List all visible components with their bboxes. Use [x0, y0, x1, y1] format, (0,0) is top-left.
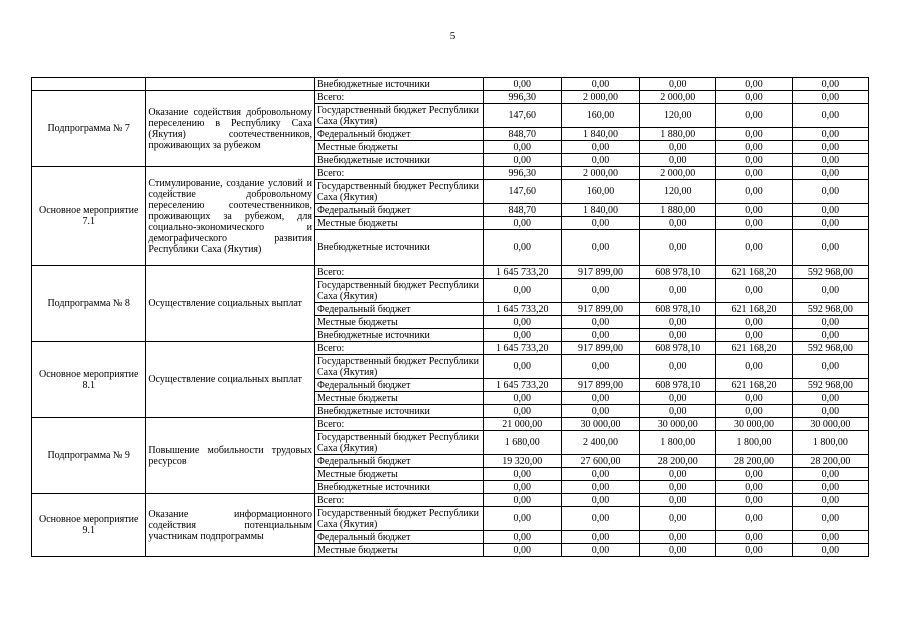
amount-cell: 0,00	[483, 405, 561, 418]
funding-source-cell: Местные бюджеты	[315, 544, 484, 557]
amount-cell: 1 680,00	[483, 431, 561, 455]
amount-cell: 1 645 733,20	[483, 379, 561, 392]
amount-cell: 30 000,00	[561, 418, 639, 431]
amount-cell: 0,00	[792, 355, 868, 379]
amount-cell: 1 880,00	[640, 204, 716, 217]
funding-source-cell: Государственный бюджет Республики Саха (Якутия)	[315, 180, 484, 204]
amount-cell: 0,00	[792, 544, 868, 557]
amount-cell: 0,00	[792, 128, 868, 141]
funding-source-cell: Государственный бюджет Республики Саха (Якутия)	[315, 104, 484, 128]
amount-cell: 0,00	[716, 531, 792, 544]
amount-cell: 0,00	[483, 316, 561, 329]
amount-cell: 0,00	[561, 78, 639, 91]
amount-cell: 917 899,00	[561, 342, 639, 355]
funding-source-cell: Федеральный бюджет	[315, 303, 484, 316]
amount-cell: 28 200,00	[716, 455, 792, 468]
amount-cell: 621 168,20	[716, 342, 792, 355]
amount-cell: 0,00	[561, 531, 639, 544]
funding-source-cell: Местные бюджеты	[315, 316, 484, 329]
amount-cell: 0,00	[792, 141, 868, 154]
amount-cell: 917 899,00	[561, 379, 639, 392]
funding-source-cell: Федеральный бюджет	[315, 379, 484, 392]
amount-cell: 917 899,00	[561, 303, 639, 316]
amount-cell: 0,00	[792, 316, 868, 329]
amount-cell: 0,00	[716, 316, 792, 329]
program-description-cell: Повышение мобильности трудовых ресурсов	[146, 418, 315, 494]
amount-cell: 0,00	[561, 355, 639, 379]
funding-source-cell: Всего:	[315, 342, 484, 355]
funding-source-cell: Внебюджетные источники	[315, 78, 484, 91]
amount-cell: 0,00	[483, 392, 561, 405]
amount-cell: 0,00	[716, 128, 792, 141]
amount-cell: 0,00	[716, 167, 792, 180]
amount-cell: 0,00	[716, 204, 792, 217]
amount-cell: 0,00	[483, 494, 561, 507]
amount-cell: 0,00	[716, 141, 792, 154]
amount-cell: 0,00	[483, 468, 561, 481]
amount-cell: 0,00	[483, 217, 561, 230]
amount-cell: 996,30	[483, 91, 561, 104]
amount-cell: 30 000,00	[792, 418, 868, 431]
amount-cell: 0,00	[640, 279, 716, 303]
funding-source-cell: Государственный бюджет Республики Саха (Якутия)	[315, 507, 484, 531]
amount-cell: 0,00	[640, 217, 716, 230]
amount-cell: 0,00	[561, 217, 639, 230]
program-name-cell: Подпрограмма № 7	[32, 91, 146, 167]
amount-cell: 21 000,00	[483, 418, 561, 431]
amount-cell: 0,00	[640, 355, 716, 379]
program-name-cell: Подпрограмма № 9	[32, 418, 146, 494]
funding-table	[31, 77, 869, 557]
table-row	[32, 167, 869, 180]
amount-cell: 0,00	[561, 494, 639, 507]
funding-source-cell: Федеральный бюджет	[315, 455, 484, 468]
funding-source-cell: Всего:	[315, 266, 484, 279]
amount-cell: 160,00	[561, 180, 639, 204]
amount-cell: 0,00	[640, 494, 716, 507]
amount-cell: 592 968,00	[792, 379, 868, 392]
amount-cell: 0,00	[792, 104, 868, 128]
amount-cell: 0,00	[483, 481, 561, 494]
program-description-cell: Оказание информационного содействия потенциальным участникам подпрограммы	[146, 494, 315, 557]
amount-cell: 19 320,00	[483, 455, 561, 468]
amount-cell: 0,00	[792, 481, 868, 494]
amount-cell: 0,00	[716, 180, 792, 204]
amount-cell: 0,00	[561, 544, 639, 557]
amount-cell: 0,00	[561, 230, 639, 266]
program-name-cell: Основное мероприятие 8.1	[32, 342, 146, 418]
amount-cell: 0,00	[640, 316, 716, 329]
amount-cell: 0,00	[792, 167, 868, 180]
amount-cell: 0,00	[792, 78, 868, 91]
amount-cell: 120,00	[640, 180, 716, 204]
amount-cell: 0,00	[561, 279, 639, 303]
funding-source-cell: Всего:	[315, 167, 484, 180]
amount-cell: 2 400,00	[561, 431, 639, 455]
program-description-cell: Осуществление социальных выплат	[146, 342, 315, 418]
amount-cell: 0,00	[640, 531, 716, 544]
amount-cell: 0,00	[792, 507, 868, 531]
program-description-cell: Оказание содействия добровольному переселению в Республику Саха (Якутия) соотечественников, проживающих за рубежом	[146, 91, 315, 167]
table-row	[32, 266, 869, 279]
amount-cell: 0,00	[716, 544, 792, 557]
program-description-cell: Осуществление социальных выплат	[146, 266, 315, 342]
amount-cell: 2 000,00	[640, 91, 716, 104]
amount-cell: 592 968,00	[792, 266, 868, 279]
amount-cell: 0,00	[716, 91, 792, 104]
amount-cell: 1 645 733,20	[483, 266, 561, 279]
amount-cell: 848,70	[483, 204, 561, 217]
amount-cell: 917 899,00	[561, 266, 639, 279]
amount-cell: 621 168,20	[716, 266, 792, 279]
amount-cell: 0,00	[561, 468, 639, 481]
program-name-cell	[32, 78, 146, 91]
funding-source-cell: Внебюджетные источники	[315, 481, 484, 494]
amount-cell: 1 880,00	[640, 128, 716, 141]
amount-cell: 120,00	[640, 104, 716, 128]
amount-cell: 0,00	[792, 468, 868, 481]
amount-cell: 0,00	[716, 78, 792, 91]
amount-cell: 0,00	[483, 230, 561, 266]
amount-cell: 608 978,10	[640, 379, 716, 392]
amount-cell: 0,00	[640, 507, 716, 531]
program-description-cell	[146, 78, 315, 91]
amount-cell: 0,00	[792, 279, 868, 303]
amount-cell: 147,60	[483, 104, 561, 128]
amount-cell: 0,00	[716, 230, 792, 266]
funding-source-cell: Государственный бюджет Республики Саха (Якутия)	[315, 355, 484, 379]
amount-cell: 592 968,00	[792, 342, 868, 355]
amount-cell: 0,00	[483, 531, 561, 544]
funding-source-cell: Государственный бюджет Республики Саха (Якутия)	[315, 279, 484, 303]
amount-cell: 0,00	[561, 405, 639, 418]
funding-source-cell: Всего:	[315, 91, 484, 104]
funding-source-cell: Местные бюджеты	[315, 468, 484, 481]
amount-cell: 0,00	[792, 230, 868, 266]
amount-cell: 0,00	[792, 392, 868, 405]
amount-cell: 0,00	[640, 329, 716, 342]
amount-cell: 0,00	[792, 204, 868, 217]
funding-source-cell: Всего:	[315, 418, 484, 431]
amount-cell: 0,00	[792, 405, 868, 418]
amount-cell: 0,00	[561, 154, 639, 167]
amount-cell: 0,00	[483, 279, 561, 303]
amount-cell: 0,00	[716, 507, 792, 531]
amount-cell: 0,00	[716, 329, 792, 342]
amount-cell: 996,30	[483, 167, 561, 180]
table-row	[32, 342, 869, 355]
amount-cell: 0,00	[561, 316, 639, 329]
funding-source-cell: Внебюджетные источники	[315, 329, 484, 342]
amount-cell: 28 200,00	[640, 455, 716, 468]
amount-cell: 0,00	[640, 230, 716, 266]
funding-source-cell: Внебюджетные источники	[315, 154, 484, 167]
amount-cell: 0,00	[640, 78, 716, 91]
amount-cell: 28 200,00	[792, 455, 868, 468]
amount-cell: 0,00	[640, 544, 716, 557]
amount-cell: 0,00	[792, 180, 868, 204]
table-row	[32, 78, 869, 91]
amount-cell: 0,00	[483, 141, 561, 154]
amount-cell: 0,00	[483, 78, 561, 91]
amount-cell: 0,00	[561, 392, 639, 405]
amount-cell: 0,00	[640, 468, 716, 481]
amount-cell: 0,00	[792, 154, 868, 167]
amount-cell: 1 800,00	[792, 431, 868, 455]
amount-cell: 0,00	[716, 481, 792, 494]
table-row	[32, 418, 869, 431]
amount-cell: 0,00	[640, 481, 716, 494]
amount-cell: 0,00	[716, 392, 792, 405]
amount-cell: 621 168,20	[716, 303, 792, 316]
page-number: 5	[449, 30, 456, 42]
funding-source-cell: Внебюджетные источники	[315, 230, 484, 266]
funding-source-cell: Местные бюджеты	[315, 217, 484, 230]
amount-cell: 0,00	[716, 104, 792, 128]
funding-source-cell: Государственный бюджет Республики Саха (Якутия)	[315, 431, 484, 455]
amount-cell: 30 000,00	[640, 418, 716, 431]
amount-cell: 160,00	[561, 104, 639, 128]
amount-cell: 0,00	[792, 217, 868, 230]
amount-cell: 1 840,00	[561, 204, 639, 217]
amount-cell: 0,00	[716, 217, 792, 230]
amount-cell: 0,00	[640, 392, 716, 405]
amount-cell: 0,00	[792, 494, 868, 507]
amount-cell: 608 978,10	[640, 303, 716, 316]
amount-cell: 0,00	[640, 154, 716, 167]
funding-source-cell: Внебюджетные источники	[315, 405, 484, 418]
amount-cell: 1 840,00	[561, 128, 639, 141]
funding-source-cell: Всего:	[315, 494, 484, 507]
amount-cell: 0,00	[716, 494, 792, 507]
amount-cell: 0,00	[483, 544, 561, 557]
amount-cell: 1 800,00	[640, 431, 716, 455]
funding-source-cell: Федеральный бюджет	[315, 531, 484, 544]
amount-cell: 621 168,20	[716, 379, 792, 392]
table-row	[32, 494, 869, 507]
table-row	[32, 91, 869, 104]
amount-cell: 608 978,10	[640, 342, 716, 355]
amount-cell: 0,00	[483, 329, 561, 342]
amount-cell: 30 000,00	[716, 418, 792, 431]
amount-cell: 27 600,00	[561, 455, 639, 468]
amount-cell: 0,00	[716, 468, 792, 481]
amount-cell: 0,00	[640, 141, 716, 154]
amount-cell: 592 968,00	[792, 303, 868, 316]
amount-cell: 2 000,00	[640, 167, 716, 180]
amount-cell: 848,70	[483, 128, 561, 141]
amount-cell: 0,00	[640, 405, 716, 418]
funding-source-cell: Местные бюджеты	[315, 141, 484, 154]
program-name-cell: Основное мероприятие 9.1	[32, 494, 146, 557]
amount-cell: 0,00	[483, 507, 561, 531]
amount-cell: 2 000,00	[561, 167, 639, 180]
amount-cell: 0,00	[561, 329, 639, 342]
amount-cell: 0,00	[792, 91, 868, 104]
funding-source-cell: Федеральный бюджет	[315, 204, 484, 217]
table-body	[32, 78, 869, 557]
amount-cell: 0,00	[483, 154, 561, 167]
amount-cell: 1 800,00	[716, 431, 792, 455]
amount-cell: 0,00	[483, 355, 561, 379]
program-name-cell: Подпрограмма № 8	[32, 266, 146, 342]
amount-cell: 1 645 733,20	[483, 342, 561, 355]
amount-cell: 0,00	[792, 329, 868, 342]
amount-cell: 0,00	[561, 481, 639, 494]
amount-cell: 0,00	[792, 531, 868, 544]
amount-cell: 0,00	[561, 141, 639, 154]
amount-cell: 2 000,00	[561, 91, 639, 104]
amount-cell: 0,00	[716, 355, 792, 379]
amount-cell: 608 978,10	[640, 266, 716, 279]
funding-source-cell: Федеральный бюджет	[315, 128, 484, 141]
program-name-cell: Основное мероприятие 7.1	[32, 167, 146, 266]
funding-source-cell: Местные бюджеты	[315, 392, 484, 405]
amount-cell: 0,00	[716, 405, 792, 418]
amount-cell: 147,60	[483, 180, 561, 204]
amount-cell: 1 645 733,20	[483, 303, 561, 316]
amount-cell: 0,00	[716, 279, 792, 303]
program-description-cell: Стимулирование, создание условий и содействие добровольному переселению соотечественников, проживающих за рубежом, для социально-экономического и демографического развития Республики Саха (Якутия)	[146, 167, 315, 266]
amount-cell: 0,00	[561, 507, 639, 531]
amount-cell: 0,00	[716, 154, 792, 167]
